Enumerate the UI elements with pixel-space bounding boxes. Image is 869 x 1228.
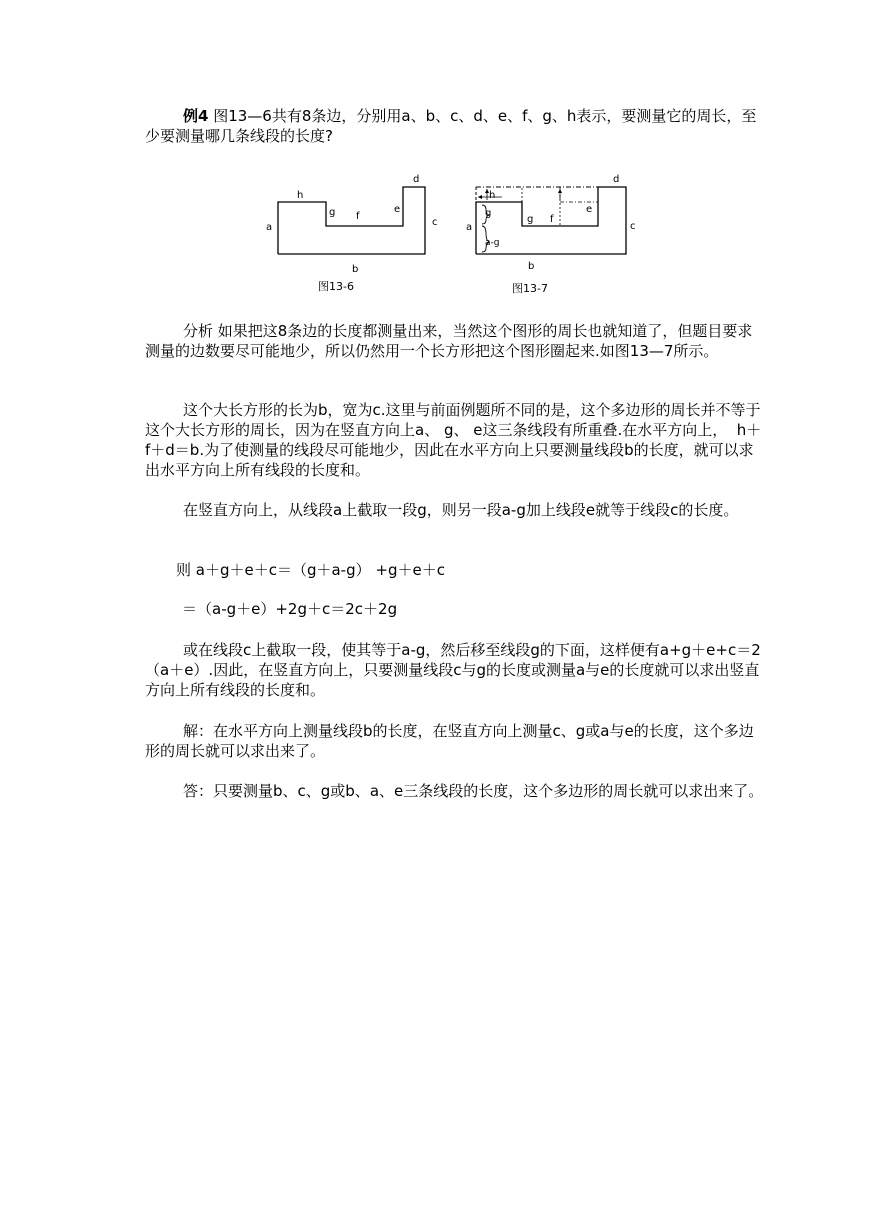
label-b: b xyxy=(352,264,359,275)
label-a: a xyxy=(266,222,273,233)
solution-paragraph: 解：在水平方向上测量线段b的长度，在竖直方向上测量c、g或a与e的长度，这个多边形的周长就可以求出来了。 xyxy=(145,722,754,760)
label-c: c xyxy=(630,221,636,232)
label-g-brace: g xyxy=(485,208,492,219)
figure-13-7-caption: 图13-7 xyxy=(512,282,548,295)
figure-13-6-drawing xyxy=(258,170,448,295)
label-a-minus-g: a-g xyxy=(485,238,500,248)
figure-13-7 xyxy=(462,170,642,295)
example-paragraph xyxy=(145,106,765,146)
figure-13-7-drawing xyxy=(462,170,642,295)
label-d: d xyxy=(613,174,620,185)
equation-line-2: ＝（a-g＋e）+2g＋c＝2c＋2g xyxy=(182,600,398,618)
label-h: h xyxy=(297,190,304,201)
equation-line-1: 则 a＋g＋e＋c＝（g＋a-g） +g＋e＋c xyxy=(176,561,445,579)
label-e: e xyxy=(586,204,593,215)
example-label: 例4 xyxy=(183,107,209,125)
alternative-paragraph: 或在线段c上截取一段，使其等于a-g，然后移至线段g的下面，这样便有a+g＋e+c＝2（a＋e）.因此，在竖直方向上，只要测量线段c与g的长度或测量a与e的长度就可以求出竖直方向上所有线段的长度和。 xyxy=(145,641,761,699)
figure-13-6 xyxy=(258,170,448,295)
label-d: d xyxy=(413,174,420,185)
figure-13-6-caption: 图13-6 xyxy=(318,280,354,293)
example-text: 图13—6共有8条边，分别用a、b、c、d、e、f、g、h表示，要测量它的周长，至少要测量哪几条线段的长度? xyxy=(145,107,757,145)
label-g: g xyxy=(527,214,534,225)
arrow-head-left xyxy=(478,195,482,199)
label-e: e xyxy=(394,204,401,215)
analysis-paragraph: 分析 如果把这8条边的长度都测量出来，当然这个图形的周长也就知道了，但题目要求测量的边数要尽可能地少，所以仍然用一个长方形把这个图形圈起来.如图13—7所示。 xyxy=(145,322,753,360)
answer-paragraph: 答：只要测量b、c、g或b、a、e三条线段的长度，这个多边形的周长就可以求出来了。 xyxy=(183,782,764,800)
label-h: h xyxy=(489,190,496,201)
label-g: g xyxy=(329,207,336,218)
label-c: c xyxy=(432,217,438,228)
label-a: a xyxy=(466,222,473,233)
vertical-paragraph: 在竖直方向上，从线段a上截取一段g，则另一段a-g加上线段e就等于线段c的长度。 xyxy=(183,501,739,519)
arrow-head-up-2 xyxy=(558,189,562,193)
label-f: f xyxy=(550,214,554,225)
explanation-paragraph: 这个大长方形的长为b，宽为c.这里与前面例题所不同的是，这个多边形的周长并不等于这个大长方形的周长，因为在竖直方向上a、 g、 e这三条线段有所重叠.在水平方向上， h＋f＋d＝b.为了使测量的线段尽可能地少，因此在水平方向上只要测量线段b的长度，就可以求出水平方向上所有线段的长度和。 xyxy=(145,401,762,479)
label-b: b xyxy=(528,261,535,272)
label-f: f xyxy=(356,211,360,222)
